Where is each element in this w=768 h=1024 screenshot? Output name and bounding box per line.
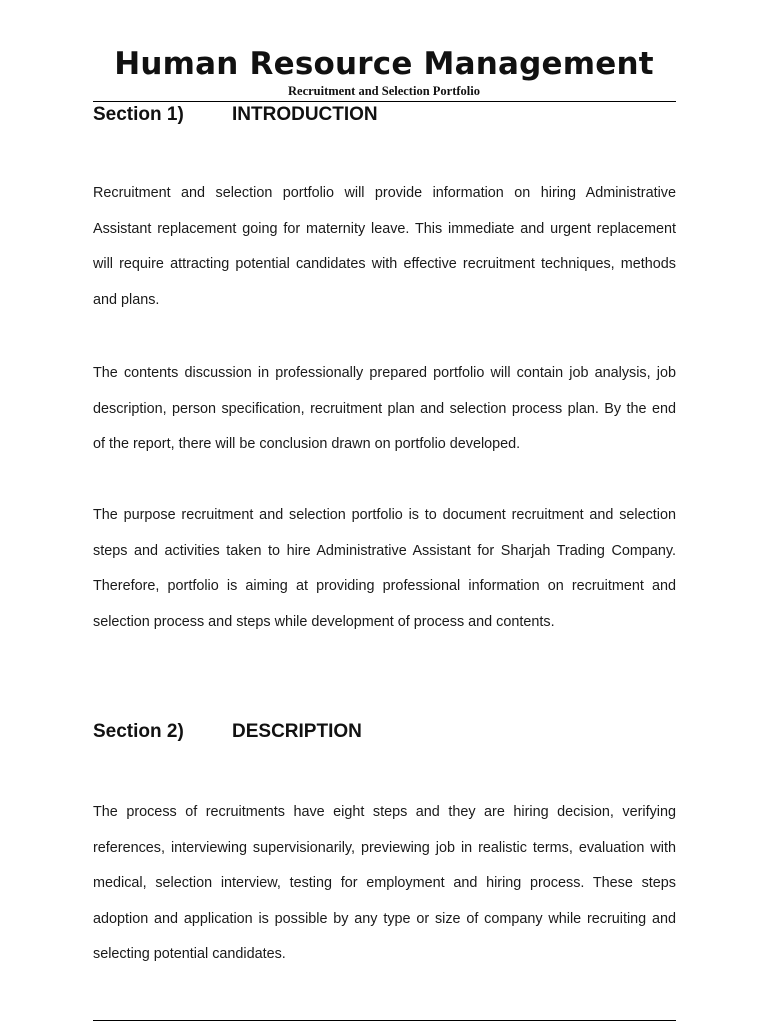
- footer-divider: [93, 1020, 676, 1021]
- section-2-paragraph-1: The process of recruitments have eight steps and they are hiring decision, verifying references, interviewing supervisionarily, previewing job in realistic terms, evaluation with medical, selection interview, testing for employment and hiring process. These steps adoption and application is possible by any type or size of company while recruiting and selecting potential candidates.: [93, 804, 676, 963]
- section-1-heading: [93, 103, 378, 127]
- section-1-paragraph-3: The purpose recruitment and selection portfolio is to document recruitment and selection steps and activities taken to hire Administrative Assistant for Sharjah Trading Company. Therefore, portfolio is aiming at providing professional information on recruitment and selection process and steps while development of process and contents.: [93, 507, 676, 630]
- document-subtitle: Recruitment and Selection Portfolio: [288, 84, 480, 98]
- section-1-paragraph-2: The contents discussion in professionally prepared portfolio will contain job analysis, job description, person specification, recruitment plan and selection process plan. By the end of the report, there will be conclusion drawn on portfolio developed.: [93, 365, 676, 453]
- section-1-paragraph-1: Recruitment and selection portfolio will provide information on hiring Administrative Assistant replacement going for maternity leave. This immediate and urgent replacement will require attracting potential candidates with effective recruitment techniques, methods and plans.: [93, 185, 676, 308]
- section-2-title: DESCRIPTION: [232, 721, 362, 742]
- section-1-title: INTRODUCTION: [232, 104, 378, 125]
- header-divider: [93, 101, 676, 102]
- document-title: Human Resource Management: [114, 46, 654, 82]
- section-2-heading: [93, 720, 362, 744]
- section-2-number: Section 2): [93, 721, 184, 742]
- section-1-number: Section 1): [93, 104, 184, 125]
